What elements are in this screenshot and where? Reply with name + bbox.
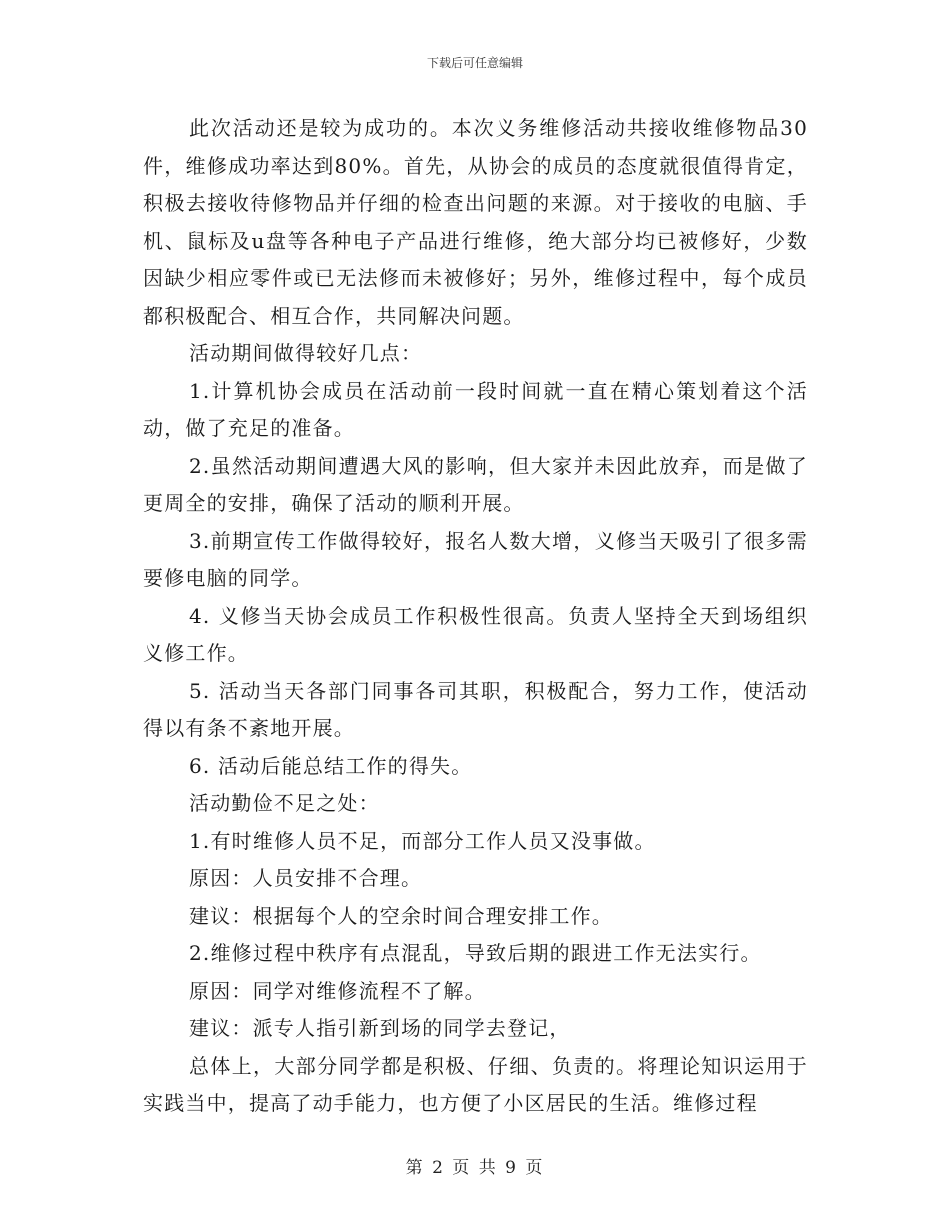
- paragraph-summary: 此次活动还是较为成功的。本次义务维修活动共接收维修物品30件，维修成功率达到80%。首先，从协会的成员的态度就很值得肯定，积极去接收待修物品并仔细的检查出问题的来源。对于接收的电脑、手机、鼠标及u盘等各种电子产品进行维修，绝大部分均已被修好，少数因缺少相应零件或已无法修而未被修好；另外，维修过程中，每个成员都积极配合、相互合作，共同解决问题。: [143, 116, 808, 328]
- paragraph-weakness-2-reason: 原因：同学对维修流程不了解。: [189, 978, 486, 1003]
- paragraph-weakness-1-reason: 原因：人员安排不合理。: [189, 866, 423, 890]
- paragraph-weakness-2-suggestion: 建议：派专人指引新到场的同学去登记，: [189, 1016, 571, 1040]
- paragraph-strength-6: 6. 活动后能总结工作的得失。: [189, 753, 473, 778]
- paragraph-overall: 总体上，大部分同学都是积极、仔细、负责的。将理论知识运用于实践当中，提高了动手能力，也方便了小区居民的生活。维修过程: [143, 1053, 808, 1115]
- paragraph-weakness-heading: 活动勤俭不足之处：: [189, 791, 380, 815]
- document-body: [143, 110, 808, 1123]
- paragraph-strength-3: 3.前期宣传工作做得较好，报名人数大增，义修当天吸引了很多需要修电脑的同学。: [143, 528, 808, 590]
- paragraph-weakness-1-suggestion: 建议：根据每个人的空余时间合理安排工作。: [189, 903, 613, 928]
- paragraph-strength-2: 2.虽然活动期间遭遇大风的影响，但大家并未因此放弃，而是做了更周全的安排，确保了活动的顺利开展。: [143, 453, 808, 515]
- paragraph-strength-4: 4. 义修当天协会成员工作积极性很高。负责人坚持全天到场组织义修工作。: [143, 603, 808, 665]
- paragraph-strength-1: 1.计算机协会成员在活动前一段时间就一直在精心策划着这个活动，做了充足的准备。: [143, 378, 808, 440]
- paragraph-weakness-1: 1.有时维修人员不足，而部分工作人员又没事做。: [189, 828, 656, 853]
- page-header-note: 下载后可任意编辑: [426, 56, 523, 70]
- paragraph-strength-5: 5. 活动当天各部门同事各司其职，积极配合，努力工作，使活动得以有条不紊地开展。: [143, 678, 808, 740]
- page-number-footer: 第 2 页 共 9 页: [405, 1158, 545, 1178]
- paragraph-strengths-heading: 活动期间做得较好几点：: [189, 341, 423, 365]
- paragraph-weakness-2: 2.维修过程中秩序有点混乱，导致后期的跟进工作无法实行。: [189, 941, 762, 965]
